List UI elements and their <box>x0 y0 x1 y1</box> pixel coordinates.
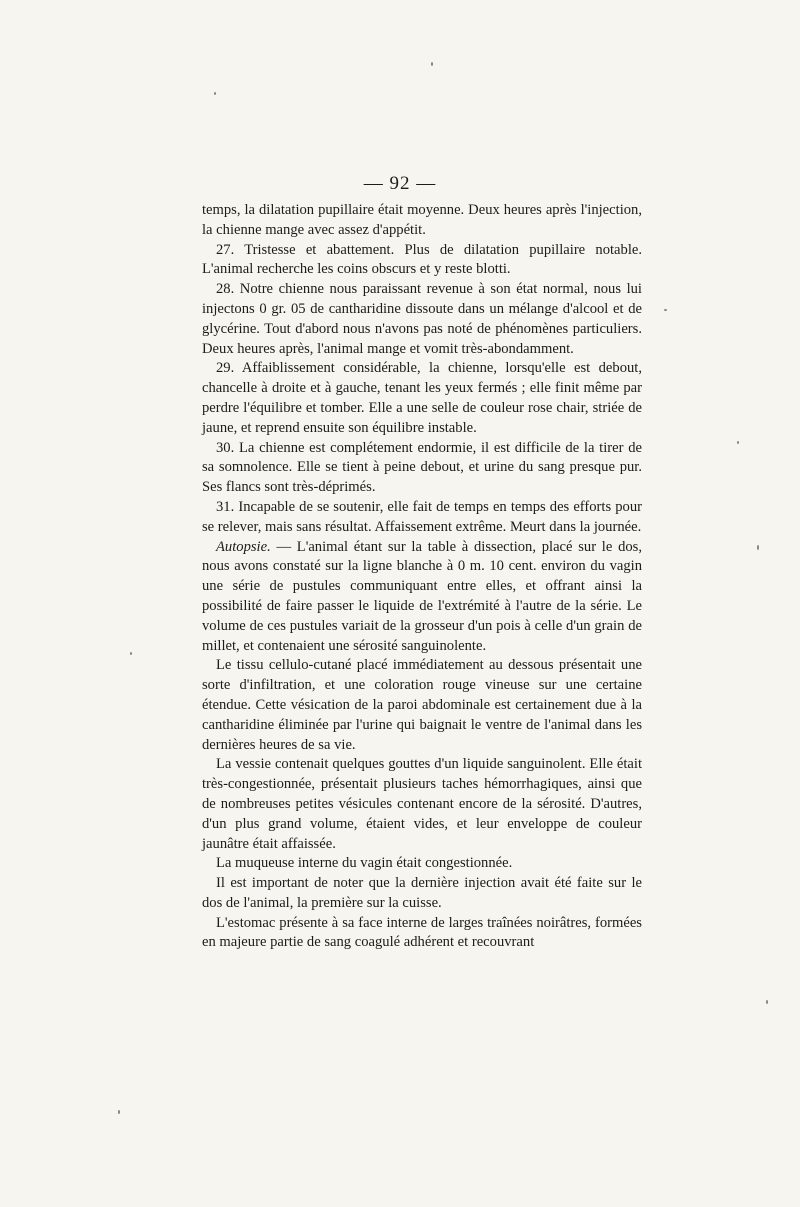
scan-speck <box>757 545 759 550</box>
paragraph-injection-note <box>202 874 642 914</box>
paragraph-muqueuse <box>202 854 642 874</box>
paragraph-tissu <box>202 656 642 755</box>
autopsie-heading: Autopsie. <box>216 538 271 555</box>
paragraph-continuation <box>202 201 642 241</box>
paragraph-vessie <box>202 755 642 854</box>
paragraph-text: 31. Incapable de se soutenir, elle fait de temps en temps des efforts pour se relever, mais sans résultat. Affaissement extrême. Meurt dans la journée. <box>202 498 642 535</box>
scan-speck <box>737 441 739 444</box>
paragraph-text: 27. Tristesse et abattement. Plus de dilatation pupillaire notable. L'animal recherche les coins obscurs et y reste blotti. <box>202 241 642 278</box>
paragraph-text: Il est important de noter que la dernière injection avait été faite sur le dos de l'animal, la première sur la cuisse. <box>202 875 642 911</box>
paragraph-text: — L'animal étant sur la table à dissection, placé sur le dos, nous avons constaté sur la ligne blanche à 0 m. 10 cent. environ du vagin une série de pustules communiquant entre elles, et offrant ainsi la possibilité de faire passer le liquide de l'extrémité à l'autre de la série. Le volume de ces pustules variait de la grosseur d'un pois à celle d'un grain de millet, et contenaient une sérosité sanguinolente. <box>202 538 642 654</box>
paragraph-text: 28. Notre chienne nous paraissant revenue à son état normal, nous lui injectons 0 gr. 05 de cantharidine dissoute dans un mélange d'alcool et de glycérine. Tout d'abord nous n'avons pas noté de phénomènes particuliers. Deux heures après, l'animal mange et vomit très-abondamment. <box>202 281 642 357</box>
body-text <box>202 201 642 953</box>
paragraph-text: temps, la dilatation pupillaire était moyenne. Deux heures après l'injection, la chienne mange avec assez d'appétit. <box>202 202 642 238</box>
paragraph-text: L'estomac présente à sa face interne de larges traînées noirâtres, formées en majeure partie de sang coagulé adhérent et recouvrant <box>202 914 642 951</box>
paragraph-day-29 <box>202 359 642 438</box>
scan-speck <box>118 1110 120 1114</box>
paragraph-autopsie <box>202 538 642 657</box>
paragraph-text: Le tissu cellulo-cutané placé immédiatement au dessous présentait une sorte d'infiltration, et une coloration rouge vineuse sur une certaine étendue. Cette vésication de la paroi abdominale est certainement due à la cantharidine éliminée par l'urine qui baignait le ventre de l'animal dans les dernières heures de sa vie. <box>202 657 642 753</box>
paragraph-day-30 <box>202 439 642 498</box>
paragraph-text: 30. La chienne est complétement endormie, il est difficile de la tirer de sa somnolence. Elle se tient à peine debout, et urine du sang presque pur. Ses flancs sont très-déprimés. <box>202 439 642 496</box>
paragraph-day-31 <box>202 498 642 538</box>
paragraph-day-28 <box>202 280 642 359</box>
paragraph-text: 29. Affaiblissement considérable, la chienne, lorsqu'elle est debout, chancelle à droite et à gauche, tenant les yeux fermés ; elle finit même par perdre l'équilibre et tomber. Elle a une selle de couleur rose chair, striée de jaune, et reprend ensuite son équilibre instable. <box>202 360 642 436</box>
paragraph-text: La vessie contenait quelques gouttes d'un liquide sanguinolent. Elle était très-congestionnée, présentait plusieurs taches hémorrhagiques, ainsi que de nombreuses petites vésicules contenant encore de la sérosité. D'autres, d'un plus grand volume, étaient vides, et leur enveloppe de couleur jaunâtre était affaissée. <box>202 756 642 852</box>
paragraph-text: La muqueuse interne du vagin était congestionnée. <box>216 855 513 872</box>
page-number: — 92 — <box>363 173 437 194</box>
scan-speck <box>431 62 433 66</box>
paragraph-estomac <box>202 914 642 954</box>
scan-speck <box>130 652 132 655</box>
scan-speck <box>766 1000 768 1004</box>
scan-speck <box>214 92 216 95</box>
paragraph-day-27 <box>202 241 642 281</box>
scan-speck <box>664 309 667 311</box>
